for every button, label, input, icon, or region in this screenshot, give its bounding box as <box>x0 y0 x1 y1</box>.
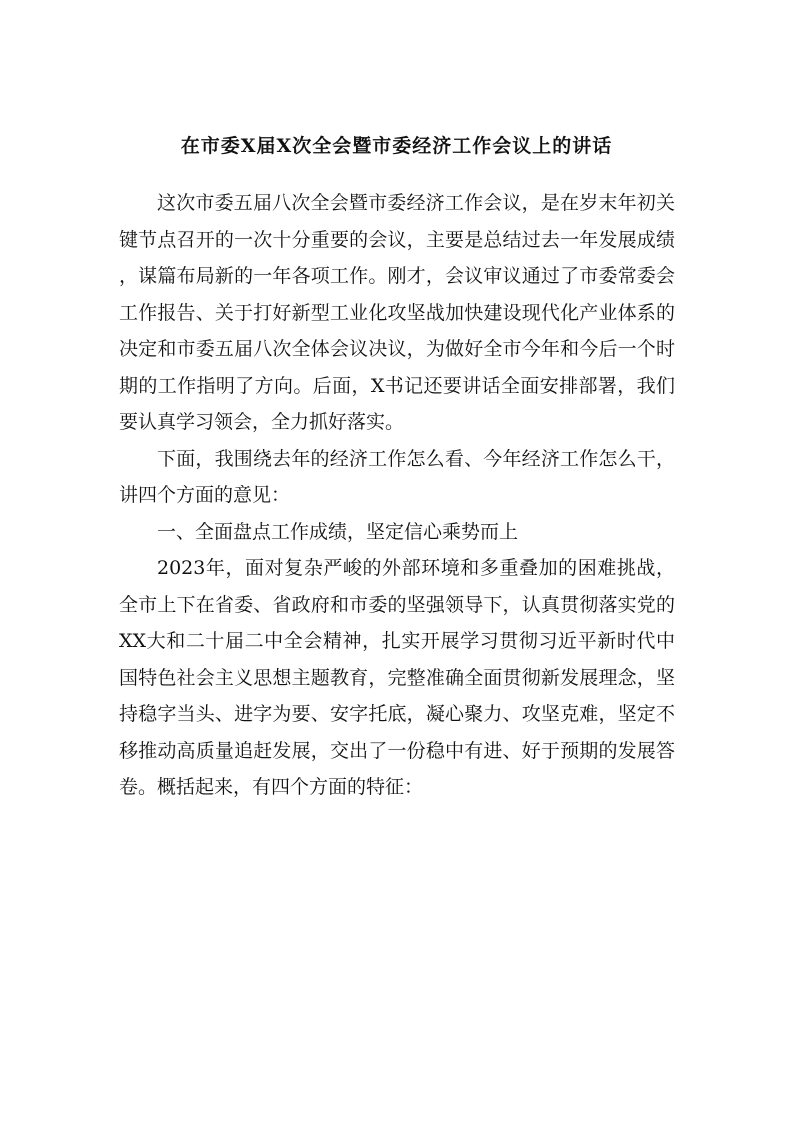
paragraph-intro: 这次市委五届八次全会暨市委经济工作会议，是在岁末年初关键节点召开的一次十分重要的会议，主要是总结过去一年发展成绩，谋篇布局新的一年各项工作。刚才，会议审议通过了市委常委会工作报告、关于打好新型工业化攻坚战加快建设现代化产业体系的决定和市委五届八次全体会议决议，为做好全市今年和今后一个时期的工作指明了方向。后面，X书记还要讲话全面安排部署，我们要认真学习领会，全力抓好落实。 <box>119 192 675 433</box>
section-heading-1: 一、全面盘点工作成绩，坚定信心乘势而上 <box>157 520 519 543</box>
document-body <box>119 185 675 806</box>
paragraph-outline: 下面，我围绕去年的经济工作怎么看、今年经济工作怎么干，讲四个方面的意见： <box>119 447 675 506</box>
paragraph-2023-review: 2023年，面对复杂严峻的外部环境和多重叠加的困难挑战，全市上下在省委、省政府和市委的坚强领导下，认真贯彻落实党的XX大和二十届二中全会精神，扎实开展学习贯彻习近平新时代中国特色社会主义思想主题教育，完整准确全面贯彻新发展理念，坚持稳字当头、进字为要、安字托底，凝心聚力、攻坚克难，坚定不移推动高质量追赶发展，交出了一份稳中有进、好于预期的发展答卷。概括起来，有四个方面的特征： <box>119 557 675 798</box>
document-title: 在市委X届X次全会暨市委经济工作会议上的讲话 <box>180 135 613 157</box>
